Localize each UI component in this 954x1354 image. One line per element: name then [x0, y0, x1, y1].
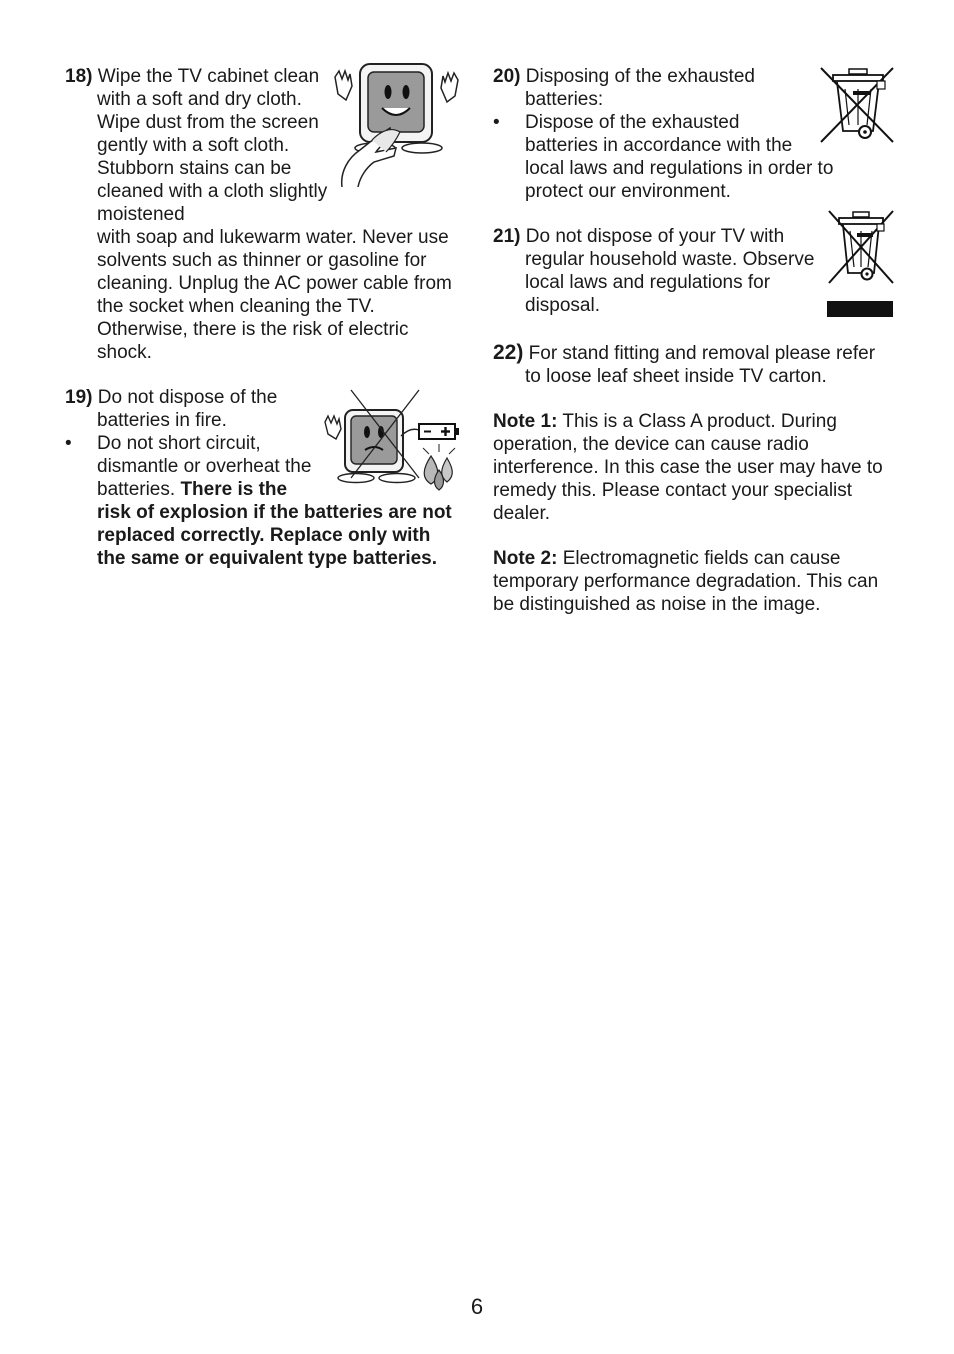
- crossed-bin-bar-icon: [821, 207, 901, 319]
- page-number: 6: [470, 1294, 484, 1319]
- item-20-bullet-text: Dispose of the exhausted batteries in accordance with the local laws and regulations in order to protect our environment.: [525, 112, 834, 202]
- left-column: [65, 65, 460, 570]
- item-19-number: 19): [65, 387, 93, 408]
- item-20: [493, 65, 893, 203]
- item-18: [65, 65, 460, 364]
- note-2-text: [493, 547, 893, 616]
- note-2-body: Electromagnetic fields can cause temporary performance degradation. This can be distinguished as noise in the image.: [493, 548, 879, 615]
- item-21-number: 21): [493, 226, 521, 247]
- item-21-text-body: Do not dispose of your TV with regular household waste. Observe local laws and regulations for disposal.: [525, 226, 815, 316]
- item-21: [493, 225, 893, 317]
- item-19-bullet: [65, 432, 460, 570]
- item-22-number: 22): [493, 341, 524, 364]
- item-20-bullet: [493, 111, 893, 203]
- item-22-text-body: For stand fitting and removal please refer to loose leaf sheet inside TV carton.: [525, 343, 876, 387]
- item-19: [65, 386, 460, 570]
- bullet-mark: •: [493, 112, 500, 133]
- note-1: [493, 410, 893, 525]
- item-22: [493, 341, 893, 388]
- note-1-body: This is a Class A product. During operation, the device can cause radio interference. In this case the user may have to remedy this. Please contact your specialist dealer.: [493, 411, 883, 524]
- right-column: [493, 65, 893, 616]
- item-18-text-short: Wipe the TV cabinet clean with a soft and dry cloth. Wipe dust from the screen gently with a soft cloth. Stubborn stains can be cleaned with a cloth slightly moistened: [97, 66, 328, 225]
- tv-cleaning-illustration: [330, 62, 465, 187]
- note-1-label: Note 1:: [493, 411, 558, 432]
- note-2-label: Note 2:: [493, 548, 558, 569]
- item-19-text-body: Do not dispose of the batteries in fire.: [97, 387, 278, 431]
- item-22-text: [493, 341, 893, 388]
- item-20-number: 20): [493, 66, 521, 87]
- item-20-text-body: Disposing of the exhausted batteries:: [525, 66, 755, 110]
- item-19-bullet-bold: There is the risk of explosion if the batteries are not replaced correctly. Replace only with the same or equivalent type batteries.: [97, 479, 452, 569]
- note-1-text: [493, 410, 893, 525]
- note-2: [493, 547, 893, 616]
- item-18-number: 18): [65, 66, 93, 87]
- bullet-mark: •: [65, 433, 72, 454]
- item-19-bullet-text: Do not short circuit, dismantle or overheat the batteries.: [97, 433, 312, 500]
- item-18-text-continued: with soap and lukewarm water. Never use solvents such as thinner or gasoline for cleaning. Unplug the AC power cable from the socket when cleaning the TV. Otherwise, there is the risk of electric shock.: [97, 227, 452, 363]
